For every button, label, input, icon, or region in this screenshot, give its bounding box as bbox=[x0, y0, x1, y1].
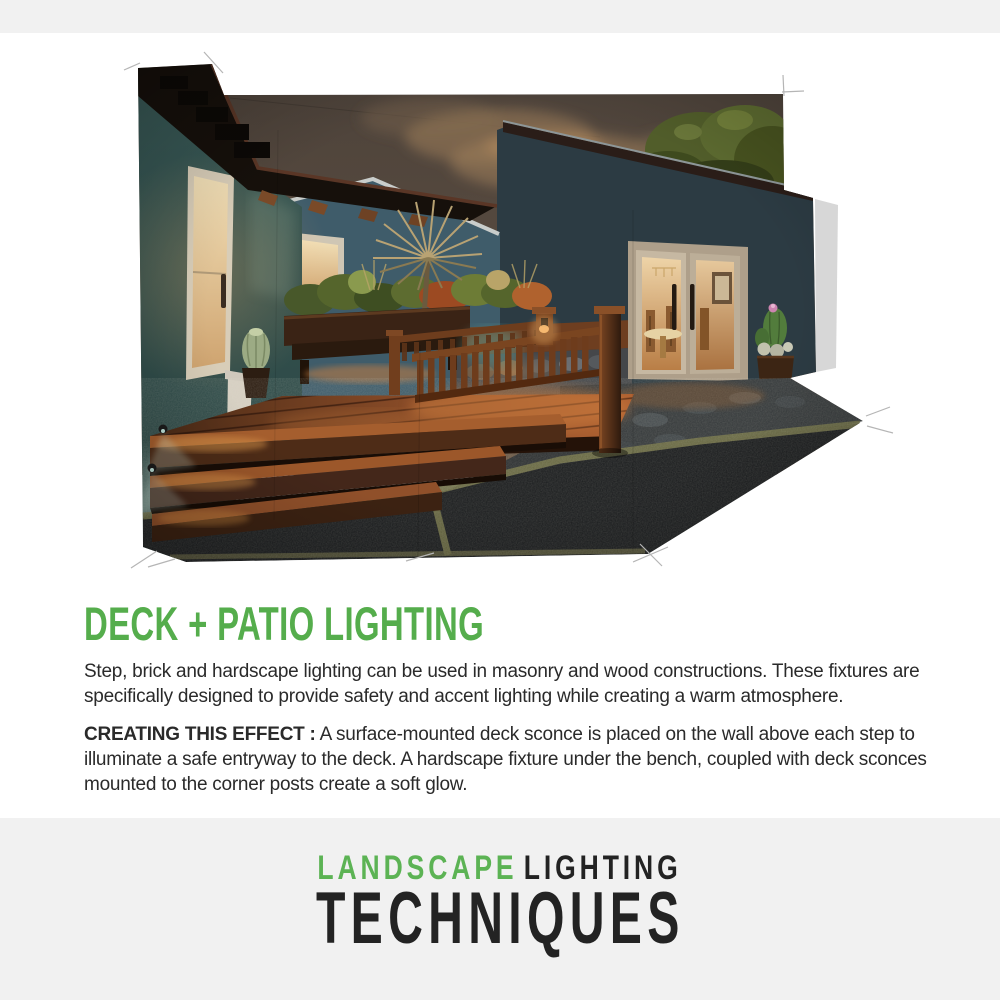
vignette bbox=[130, 55, 875, 570]
intro-paragraph: Step, brick and hardscape lighting can be used in masonry and wood constructions. These fixtures are specifically designed to provide safety and accent lighting while creating a warm atmosphere. bbox=[84, 661, 920, 707]
top-bar bbox=[0, 0, 1000, 33]
bench bbox=[292, 334, 464, 384]
crease-lines bbox=[274, 130, 633, 556]
cactus-right bbox=[755, 304, 794, 395]
gravel-path-borders bbox=[143, 424, 860, 557]
step-sconces bbox=[136, 425, 196, 515]
interior-dining-scene bbox=[644, 268, 732, 358]
brand-word-landscape: LANDSCAPE bbox=[317, 849, 518, 887]
left-window bbox=[186, 166, 252, 436]
patio-doors bbox=[628, 241, 748, 381]
planter-plants bbox=[284, 260, 552, 316]
upper-gravel-zone bbox=[143, 432, 640, 540]
deck bbox=[150, 386, 634, 456]
brand-word-lighting: LIGHTING bbox=[524, 849, 683, 887]
deck-railing bbox=[386, 306, 628, 458]
planter-box bbox=[284, 306, 470, 346]
corner-post bbox=[599, 311, 621, 453]
small-window bbox=[296, 233, 344, 302]
night-sky bbox=[130, 55, 830, 475]
offset-shadow-sheet bbox=[815, 199, 838, 372]
trees bbox=[628, 105, 810, 204]
door-handle-icon bbox=[690, 284, 695, 330]
brand-footer bbox=[0, 818, 1000, 1000]
center-gable-wall bbox=[264, 178, 500, 436]
door-handle-icon bbox=[221, 274, 226, 308]
door-light-pool bbox=[615, 383, 765, 409]
post-sconce-icon bbox=[541, 318, 548, 327]
clouds bbox=[360, 98, 802, 192]
ground bbox=[138, 378, 873, 568]
asphalt bbox=[143, 423, 863, 562]
hardscape-light-glow bbox=[304, 365, 436, 383]
right-building-wall bbox=[497, 121, 816, 436]
effect-lead: CREATING THIS EFFECT : bbox=[84, 724, 316, 745]
deck-sconce-icon bbox=[148, 464, 157, 473]
effect-body: A surface-mounted deck sconce is placed on the wall above each step to illuminate a safe entryway to the deck. A hardscape fixture under the bench, coupled with deck sconces mounted to the corner posts create a soft glow. bbox=[84, 724, 927, 795]
deck-sconce-icon bbox=[159, 425, 168, 434]
deck-steps bbox=[150, 414, 566, 542]
yucca-plant bbox=[373, 200, 482, 316]
text-section bbox=[84, 597, 944, 797]
rear-corner-post bbox=[536, 311, 553, 345]
brand-title-text: TECHNIQUES bbox=[315, 878, 685, 959]
page-title-text: DECK + PATIO LIGHTING bbox=[84, 597, 485, 650]
cactus-left bbox=[242, 328, 270, 398]
effect-paragraph bbox=[84, 722, 944, 797]
upper-deck-platform bbox=[452, 320, 632, 404]
door-handle-icon bbox=[672, 284, 677, 330]
crop-marks bbox=[124, 52, 893, 568]
stone-pavers bbox=[560, 378, 863, 470]
roof-eave bbox=[138, 64, 497, 227]
brand-title bbox=[0, 878, 1000, 959]
post-sconce-glow bbox=[462, 327, 522, 367]
left-wall bbox=[92, 78, 332, 560]
page-title bbox=[84, 597, 944, 650]
